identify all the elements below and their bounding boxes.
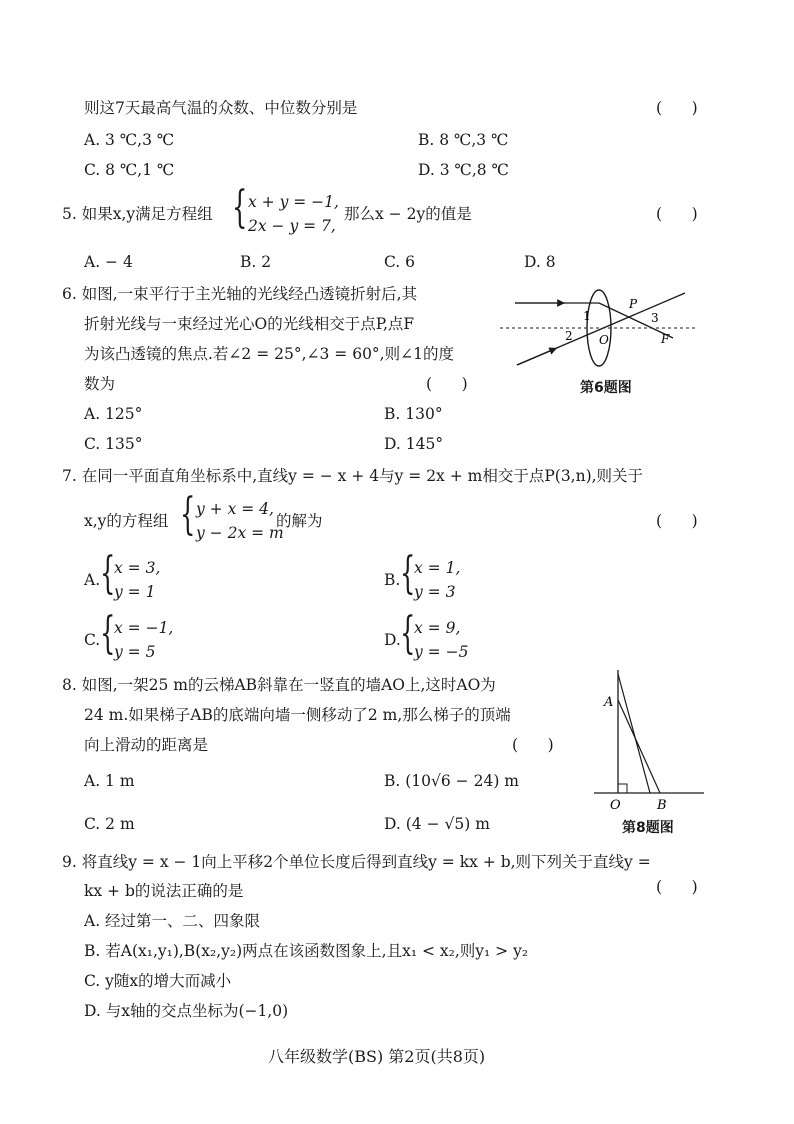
q4-option-b: B. 8 ℃,3 ℃: [418, 131, 509, 149]
q8-option-d: D. (4 − √5) m: [384, 815, 490, 833]
q7-option-c-brace: {: [100, 608, 116, 659]
q5-option-a: A. − 4: [84, 253, 133, 271]
q4-option-d: D. 3 ℃,8 ℃: [418, 161, 509, 179]
q5-option-c: C. 6: [384, 253, 416, 271]
q5-option-d: D. 8: [524, 253, 556, 271]
q6-line-4: 数为: [84, 375, 116, 393]
q5-equation-1: x + y = −1,: [248, 193, 339, 211]
q7-option-b-system: [414, 556, 460, 604]
q5-equation-2: 2x − y = 7,: [248, 217, 336, 235]
q9-option-d: D. 与x轴的交点坐标为(−1,0): [84, 1002, 289, 1020]
q8-line-3: 向上滑动的距离是: [84, 736, 209, 754]
q7-system-brace: {: [180, 489, 196, 540]
q5-stem-b: 那么x − 2y的值是: [344, 205, 472, 223]
q6-option-a: A. 125°: [84, 405, 143, 423]
right-angle-mark: [618, 784, 627, 793]
q7-option-b-label: B.: [384, 571, 401, 589]
q5-answer-paren: ( ): [656, 205, 698, 223]
q5-stem-a: 5. 如果x,y满足方程组: [62, 205, 213, 223]
q8-line-1: 8. 如图,一架25 m的云梯AB斜靠在一竖直的墙AO上,这时AO为: [62, 676, 496, 694]
q7-answer-paren: ( ): [656, 512, 698, 530]
q7-line-2b: 的解为: [276, 512, 323, 530]
q7-option-c-system: [114, 616, 173, 664]
q8-option-a: A. 1 m: [84, 772, 135, 790]
q7-line-2a: x,y的方程组: [84, 512, 169, 530]
q5-system-brace: {: [232, 182, 248, 233]
point-o-label: O: [599, 333, 609, 347]
q8-option-c: C. 2 m: [84, 815, 135, 833]
q9-line-2: kx + b的说法正确的是: [84, 882, 244, 900]
point-f-label: F: [661, 332, 670, 346]
q7-equation-1: y + x = 4,: [196, 500, 274, 518]
q7-option-d-system: [414, 616, 468, 664]
q9-answer-paren: ( ): [656, 878, 698, 896]
q7-option-d-brace: {: [400, 608, 416, 659]
q8-ladder-figure: [590, 660, 710, 810]
q4-option-a: A. 3 ℃,3 ℃: [84, 131, 175, 149]
q9-option-a: A. 经过第一、二、四象限: [84, 912, 261, 930]
q8-line-2: 24 m.如果梯子AB的底端向墙一侧移动了2 m,那么梯子的顶端: [84, 706, 511, 724]
q6-answer-paren: ( ): [426, 375, 468, 393]
ladder-original: [618, 700, 660, 793]
q7-option-a-eq2: y = 1: [114, 583, 156, 601]
q9-line-1: 9. 将直线y = x − 1向上平移2个单位长度后得到直线y = kx + b,则下列关于直线y =: [62, 853, 651, 871]
q7-system: [196, 497, 284, 545]
q4-option-c: C. 8 ℃,1 ℃: [84, 161, 175, 179]
page-footer: 八年级数学(BS) 第2页(共8页): [268, 1047, 486, 1066]
point-b-label: B: [657, 798, 667, 810]
q8-option-b: B. (10√6 − 24) m: [384, 772, 519, 790]
point-p-label: P: [629, 297, 638, 311]
q9-option-c: C. y随x的增大而减小: [84, 972, 232, 990]
q7-option-b-brace: {: [400, 548, 416, 599]
q7-option-d-eq1: x = 9,: [414, 619, 461, 637]
q7-option-b-eq1: x = 1,: [414, 559, 461, 577]
q6-figure-caption: 第6题图: [580, 380, 632, 396]
q6-line-1: 6. 如图,一束平行于主光轴的光线经凸透镜折射后,其: [62, 285, 418, 303]
q6-option-c: C. 135°: [84, 435, 143, 453]
q7-option-c-eq1: x = −1,: [114, 619, 174, 637]
angle-3-label: 3: [651, 311, 659, 325]
q7-line-1: 7. 在同一平面直角坐标系中,直线y = − x + 4与y = 2x + m相交于点P(3,n),则关于: [62, 467, 644, 485]
q7-option-c-label: C.: [84, 631, 101, 649]
angle-1-label: 1: [583, 309, 591, 323]
q7-option-a-system: [114, 556, 160, 604]
q4-answer-paren: ( ): [656, 99, 698, 117]
q7-option-a-eq1: x = 3,: [114, 559, 161, 577]
q8-figure-caption: 第8题图: [622, 820, 674, 836]
q6-line-3: 为该凸透镜的焦点.若∠2 = 25°,∠3 = 60°,则∠1的度: [84, 345, 454, 363]
q7-option-c-eq2: y = 5: [114, 643, 156, 661]
q7-option-b-eq2: y = 3: [414, 583, 456, 601]
q7-option-a-brace: {: [100, 548, 116, 599]
q6-lens-figure: [495, 280, 695, 375]
ladder-moved: [618, 674, 650, 793]
q6-line-2: 折射光线与一束经过光心O的光线相交于点P,点F: [84, 315, 415, 333]
q8-answer-paren: ( ): [512, 736, 554, 754]
q7-option-d-label: D.: [384, 631, 401, 649]
q9-option-b: B. 若A(x₁,y₁),B(x₂,y₂)两点在该函数图象上,且x₁ < x₂,则y₁ > y₂: [84, 942, 529, 960]
q7-equation-2: y − 2x = m: [196, 524, 284, 542]
point-o-label: O: [610, 798, 621, 810]
q5-system: [248, 190, 339, 238]
q7-option-d-eq2: y = −5: [414, 643, 469, 661]
point-a-label: A: [604, 695, 614, 710]
center-ray-arrow: [517, 348, 557, 365]
angle-2-label: 2: [565, 329, 573, 343]
q4-stem: 则这7天最高气温的众数、中位数分别是: [84, 99, 358, 117]
q6-option-d: D. 145°: [384, 435, 444, 453]
q6-option-b: B. 130°: [384, 405, 443, 423]
q5-option-b: B. 2: [240, 253, 272, 271]
q7-option-a-label: A.: [84, 571, 101, 589]
